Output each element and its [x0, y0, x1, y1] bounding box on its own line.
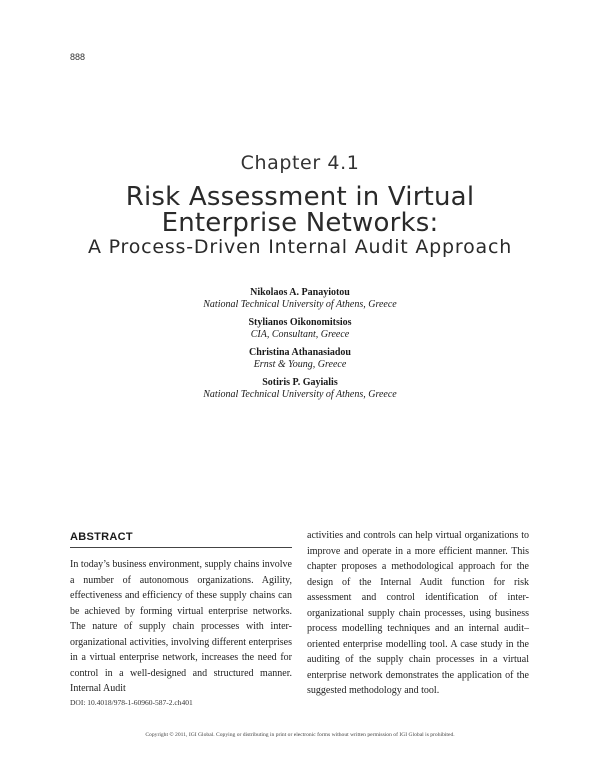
author-name: Christina Athanasiadou	[249, 347, 351, 358]
chapter-title-line-2: Enterprise Networks:	[161, 208, 439, 238]
abstract-text-right-column: activities and controls can help virtual organizations to improve and operate in a more efficient manner. This chapter proposes a methodological approach for the design of the Internal Audit function for risk assessment and control identification of inter-organizational supply chain processes, using business process modelling techniques and an internal audit–oriented enterprise modelling tool. A case study in the auditing of the supply chain processes in a virtual enterprise network demonstrates the application of the suggested methodology and tool.	[307, 530, 529, 696]
copyright-notice: Copyright © 2011, IGI Global. Copying or distributing in print or electronic forms without written permission of IGI Global is prohibited.	[145, 732, 455, 738]
author-name: Sotiris P. Gayialis	[262, 377, 338, 388]
abstract-text-left-column: In today’s business environment, supply chains involve a number of autonomous organizations. Agility, effectiveness and efficiency of these supply chains can be achieved by forming virtual enterprise networks. The nature of supply chain processes with inter-organizational activities, involving different enterprises in a virtual enterprise network, increases the need for control in a well-designed and structured manner. Internal Audit	[70, 559, 292, 694]
doi-line: DOI: 10.4018/978-1-60960-587-2.ch401	[70, 698, 193, 707]
author-block	[0, 377, 600, 401]
chapter-title-line-1: Risk Assessment in Virtual	[125, 182, 475, 212]
page-number: 888	[70, 52, 86, 62]
abstract-heading: ABSTRACT	[70, 531, 133, 543]
chapter-label: Chapter 4.1	[240, 152, 360, 174]
author-affiliation: National Technical University of Athens, Greece	[203, 389, 397, 400]
author-block	[0, 317, 600, 341]
author-name: Nikolaos A. Panayiotou	[250, 287, 350, 298]
chapter-subtitle: A Process-Driven Internal Audit Approach	[87, 236, 513, 258]
author-block	[0, 287, 600, 311]
author-name: Stylianos Oikonomitsios	[248, 317, 352, 328]
author-list	[0, 287, 600, 407]
author-affiliation: Ernst & Young, Greece	[253, 359, 347, 370]
author-affiliation: CIA, Consultant, Greece	[250, 329, 350, 340]
abstract-divider	[70, 547, 292, 548]
author-block	[0, 347, 600, 371]
author-affiliation: National Technical University of Athens, Greece	[203, 299, 397, 310]
